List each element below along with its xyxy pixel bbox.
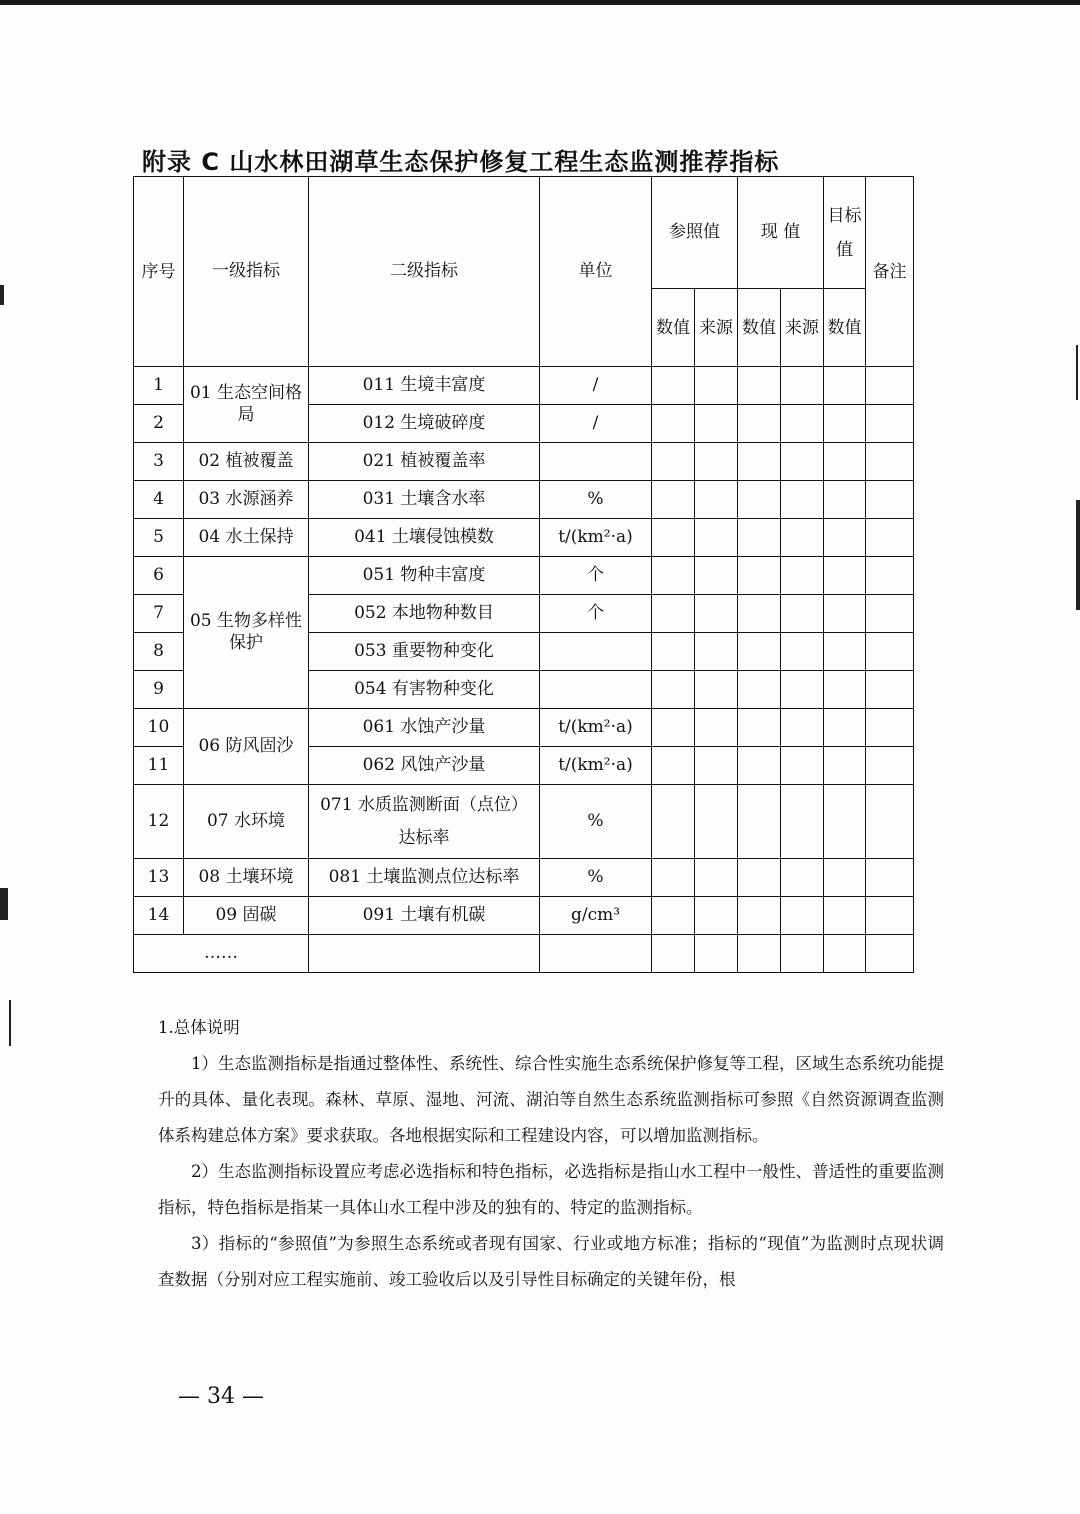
header-unit: 单位 [540, 177, 652, 367]
general-notes [158, 1010, 944, 1298]
unit-cell: % [540, 481, 652, 519]
row-number: 2 [134, 405, 184, 443]
level1-cell: 04 水土保持 [184, 519, 309, 557]
level2-cell: 011 生境丰富度 [309, 367, 540, 405]
unit-cell: / [540, 405, 652, 443]
level1-cell: 01 生态空间格局 [184, 367, 309, 443]
level2-cell: 061 水蚀产沙量 [309, 709, 540, 747]
header-current: 现 值 [738, 177, 824, 289]
scan-mark [1076, 500, 1080, 610]
level2-cell: 054 有害物种变化 [309, 671, 540, 709]
scan-mark [1076, 345, 1078, 400]
level2-cell: 052 本地物种数目 [309, 595, 540, 633]
header-target: 目标值 [824, 177, 866, 289]
level2-cell: 053 重要物种变化 [309, 633, 540, 671]
notes-paragraph-2: 2）生态监测指标设置应考虑必选指标和特色指标，必选指标是指山水工程中一般性、普适性的重要监测指标，特色指标是指某一具体山水工程中涉及的独有的、特定的监测指标。 [158, 1162, 944, 1217]
notes-paragraph-3: 3）指标的“参照值”为参照生态系统或者现有国家、行业或地方标准；指标的“现值”为监测时点现状调查数据（分别对应工程实施前、竣工验收后以及引导性目标确定的关键年份，根 [158, 1234, 944, 1289]
row-number: 8 [134, 633, 184, 671]
unit-cell: g/cm³ [540, 897, 652, 935]
level2-cell: 062 风蚀产沙量 [309, 747, 540, 785]
row-number: 10 [134, 709, 184, 747]
unit-cell: 个 [540, 595, 652, 633]
row-number: 3 [134, 443, 184, 481]
level1-cell: 07 水环境 [184, 785, 309, 859]
level1-cell: 02 植被覆盖 [184, 443, 309, 481]
level2-cell: 041 土壤侵蚀模数 [309, 519, 540, 557]
header-seq: 序号 [134, 177, 184, 367]
row-number: 14 [134, 897, 184, 935]
notes-paragraph-1: 1）生态监测指标是指通过整体性、系统性、综合性实施生态系统保护修复等工程，区域生态系统功能提升的具体、量化表现。森林、草原、湿地、河流、湖泊等自然生态系统监测指标可参照《自然资源调查监测体系构建总体方案》要求获取。各地根据实际和工程建设内容，可以增加监测指标。 [158, 1054, 944, 1145]
row-number: 12 [134, 785, 184, 859]
unit-cell [540, 633, 652, 671]
level1-cell: 05 生物多样性保护 [184, 557, 309, 709]
level2-cell: 091 土壤有机碳 [309, 897, 540, 935]
header-reference-source: 来源 [695, 289, 738, 367]
unit-cell [540, 671, 652, 709]
row-number: 13 [134, 859, 184, 897]
notes-heading: 1.总体说明 [158, 1018, 240, 1037]
row-number: 11 [134, 747, 184, 785]
level2-cell: 051 物种丰富度 [309, 557, 540, 595]
level1-cell: 09 固碳 [184, 897, 309, 935]
header-current-source: 来源 [781, 289, 824, 367]
indicator-table [133, 176, 914, 973]
unit-cell: % [540, 859, 652, 897]
scan-mark [0, 285, 4, 305]
unit-cell: 个 [540, 557, 652, 595]
header-reference: 参照值 [652, 177, 738, 289]
level2-cell: 071 水质监测断面（点位）达标率 [309, 785, 540, 859]
unit-cell: / [540, 367, 652, 405]
row-number: 1 [134, 367, 184, 405]
unit-cell [540, 443, 652, 481]
unit-cell: t/(km²·a) [540, 747, 652, 785]
level1-cell: 06 防风固沙 [184, 709, 309, 785]
scan-mark [9, 1000, 11, 1046]
row-number: 5 [134, 519, 184, 557]
unit-cell: t/(km²·a) [540, 519, 652, 557]
unit-cell: % [540, 785, 652, 859]
appendix-title: 附录 C 山水林田湖草生态保护修复工程生态监测推荐指标 [142, 148, 780, 176]
row-number: 7 [134, 595, 184, 633]
header-remark: 备注 [866, 177, 914, 367]
level2-cell: 031 土壤含水率 [309, 481, 540, 519]
level2-cell: 081 土壤监测点位达标率 [309, 859, 540, 897]
level2-cell: 012 生境破碎度 [309, 405, 540, 443]
row-number: 6 [134, 557, 184, 595]
scan-top-border [0, 0, 1080, 5]
header-target-value: 数值 [824, 289, 866, 367]
unit-cell: t/(km²·a) [540, 709, 652, 747]
scan-mark [0, 888, 8, 920]
row-number: 9 [134, 671, 184, 709]
level1-cell: 08 土壤环境 [184, 859, 309, 897]
header-reference-value: 数值 [652, 289, 695, 367]
header-level2: 二级指标 [309, 177, 540, 367]
header-level1: 一级指标 [184, 177, 309, 367]
level1-cell: 03 水源涵养 [184, 481, 309, 519]
level2-cell: 021 植被覆盖率 [309, 443, 540, 481]
header-current-value: 数值 [738, 289, 781, 367]
ellipsis-cell: …… [134, 935, 309, 973]
row-number: 4 [134, 481, 184, 519]
page-number: — 34 — [178, 1384, 264, 1409]
